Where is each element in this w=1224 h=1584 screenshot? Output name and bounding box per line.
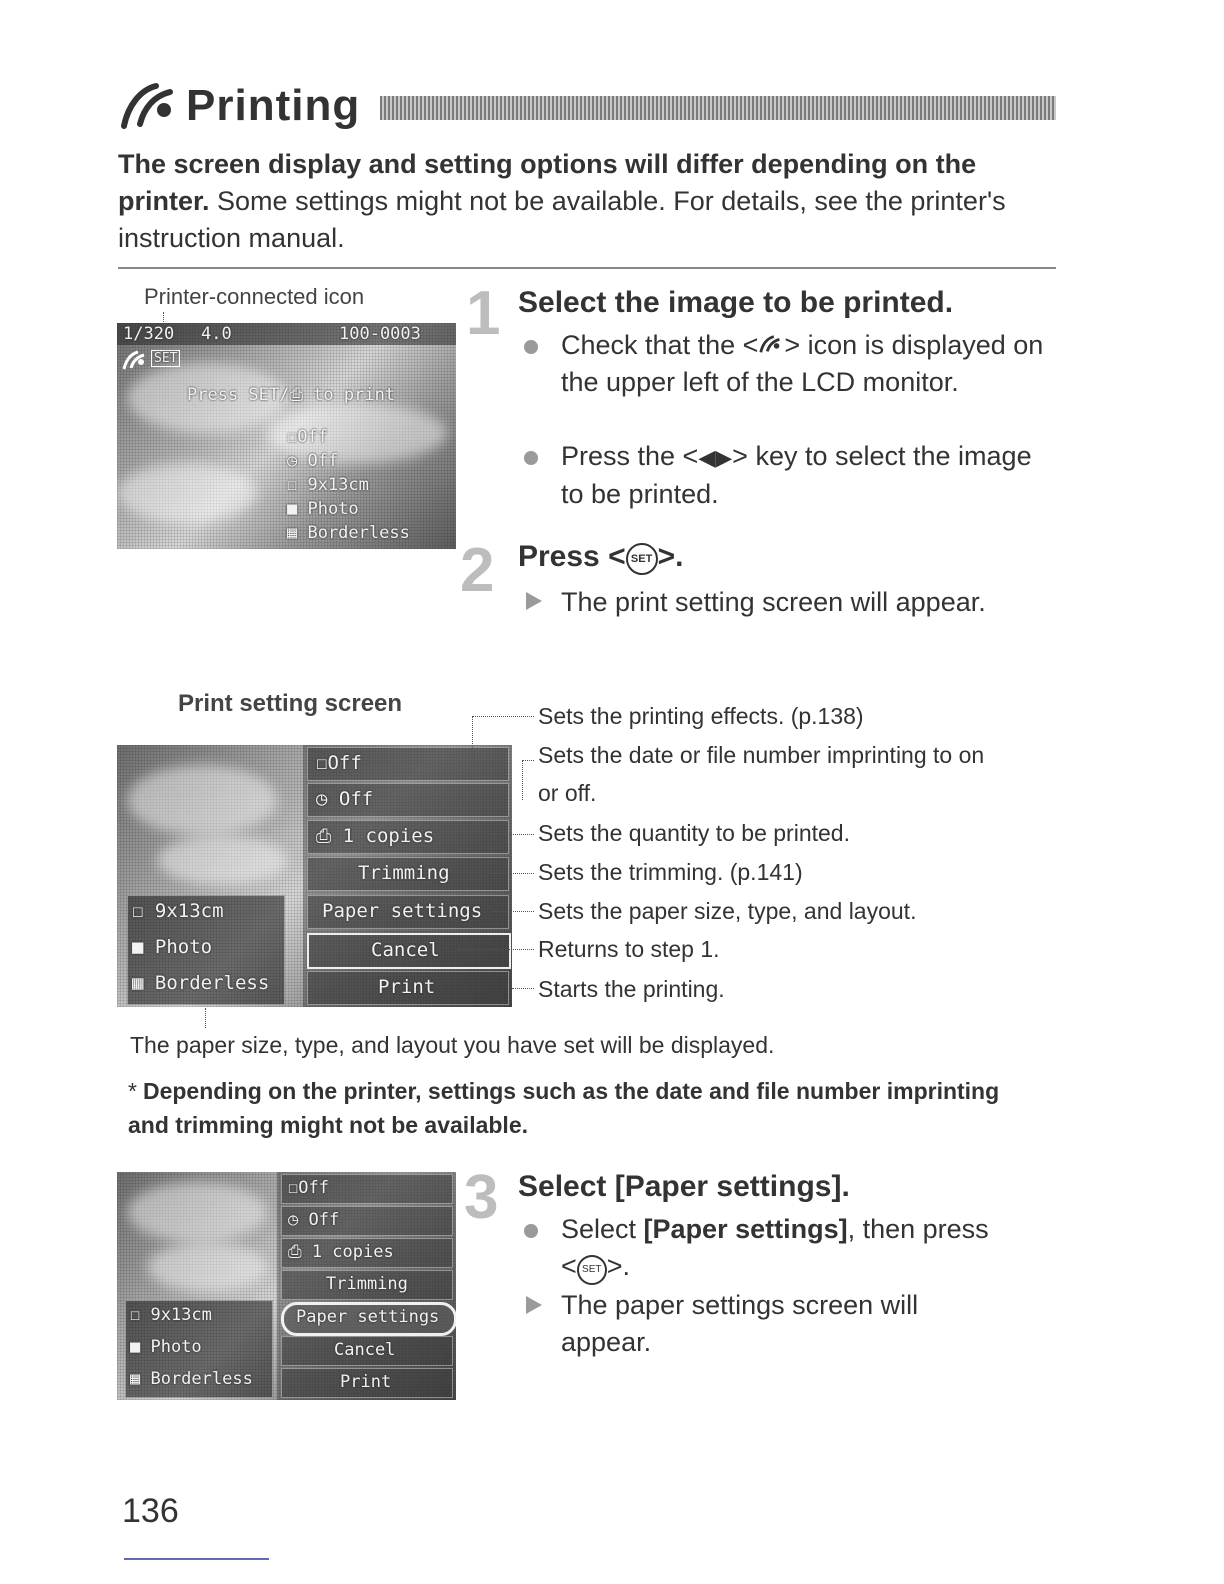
menu-row-copies[interactable]: [307, 820, 509, 854]
callout-copies: Sets the quantity to be printed.: [538, 820, 850, 846]
menu-copies-label: ⎙ 1 copies: [288, 1242, 394, 1262]
set-badge: SET: [151, 350, 180, 367]
leader-line: [458, 949, 534, 950]
page-number-rule: [124, 1558, 269, 1560]
intro-bold: The screen display and setting options will differ depending on the printer.: [118, 149, 977, 216]
title-decoration-bar: [380, 96, 1056, 120]
menu-row-effects[interactable]: [281, 1174, 453, 1204]
lcd-shutter: 1/320: [123, 324, 175, 344]
step2-title: [518, 540, 683, 575]
step-number-2: 2: [460, 536, 495, 605]
leader-line: [472, 716, 473, 762]
menu-row-copies[interactable]: [281, 1238, 453, 1268]
callout-bottom-caption: The paper size, type, and layout you have set will be displayed.: [130, 1032, 775, 1058]
callout-paper: Sets the paper size, type, and layout.: [538, 898, 917, 924]
step3-bullet-post: , then press: [847, 1214, 989, 1244]
callout-trimming: Sets the trimming. (p.141): [538, 859, 803, 885]
step-number-1: 1: [466, 279, 501, 348]
section-divider: [118, 267, 1056, 269]
paper-size-text: ☐ 9x13cm: [132, 900, 224, 922]
callout-print: Starts the printing.: [538, 976, 725, 1002]
paper-info-panel: [125, 1300, 273, 1398]
step1-title: Select the image to be printed.: [518, 286, 954, 319]
bullet-icon: [524, 451, 538, 465]
menu-row-print[interactable]: [307, 971, 509, 1005]
menu-row-paper-settings[interactable]: [281, 1302, 456, 1336]
leader-line: [512, 988, 534, 989]
step1-bullet1: [561, 327, 1061, 401]
menu-row-trimming[interactable]: [281, 1270, 453, 1300]
print-setting-screen: [117, 745, 512, 1007]
leader-line: [472, 716, 534, 717]
cloud: [147, 1242, 267, 1292]
leader-line: [522, 760, 523, 800]
printer-connected-icon: [121, 349, 149, 371]
menu-cancel-label: Cancel: [371, 939, 440, 961]
step3-result: The paper settings screen will appear.: [561, 1290, 919, 1357]
title-text: Printing: [186, 81, 361, 130]
menu-print-label: Print: [340, 1372, 392, 1392]
leader-line: [522, 760, 534, 761]
lcd-paper-type: ■ Photo: [287, 499, 359, 519]
step2-title-post: >.: [657, 540, 684, 573]
page-title: [118, 78, 360, 134]
note-star: *: [128, 1078, 137, 1104]
print-setting-screen-label: Print setting screen: [178, 690, 403, 717]
note-paragraph: [128, 1074, 1028, 1142]
paper-size-text: ☐ 9x13cm: [130, 1305, 212, 1325]
lcd-date: ◷ Off: [287, 451, 339, 471]
step1-bullet2: [561, 438, 1041, 513]
left-right-key-icon: ◀▶: [698, 445, 733, 470]
lcd-press-text: Press SET/⎙ to print: [187, 385, 396, 405]
cloud: [157, 835, 287, 885]
printer-connected-icon: [758, 332, 784, 356]
step3-bullet-bold: [Paper settings]: [643, 1214, 848, 1244]
paper-type-text: ■ Photo: [130, 1337, 202, 1357]
cloud: [127, 765, 277, 835]
step3-bullet: [561, 1211, 1041, 1285]
lcd-paper-size: ☐ 9x13cm: [287, 475, 369, 495]
menu-row-print[interactable]: [281, 1368, 453, 1398]
set-button-icon: SET: [626, 543, 658, 575]
menu-paper-label: Paper settings: [296, 1307, 440, 1327]
set-button-icon: SET: [577, 1255, 607, 1285]
lcd-aperture: 4.0: [201, 324, 232, 344]
lcd-layout: ▦ Borderless: [287, 523, 410, 543]
paper-layout-text: ▦ Borderless: [132, 972, 270, 994]
lcd-effects: ☐Off: [287, 427, 328, 447]
lcd-file-number: 100-0003: [339, 324, 421, 344]
page-number: 136: [122, 1492, 179, 1530]
step1-bullet1-post: > icon is displayed on the upper left of the LCD monitor.: [561, 330, 1044, 397]
intro-rest: Some settings might not be available. For details, see the printer's instruction manual.: [118, 186, 1006, 253]
menu-cancel-label: Cancel: [334, 1340, 396, 1360]
callout-cancel: Returns to step 1.: [538, 936, 720, 962]
cloud: [127, 1182, 267, 1242]
menu-paper-label: Paper settings: [322, 900, 483, 922]
intro-paragraph: [118, 146, 1063, 257]
result-arrow-icon: [526, 1296, 542, 1314]
menu-effects-label: ☐Off: [316, 752, 362, 774]
menu-copies-label: ⎙ 1 copies: [316, 825, 435, 847]
menu-date-label: ◷ Off: [288, 1210, 340, 1230]
step2-title-pre: Press <: [518, 540, 626, 573]
menu-row-cancel[interactable]: [281, 1336, 453, 1366]
leader-line: [490, 834, 534, 835]
menu-date-label: ◷ Off: [316, 788, 374, 810]
step3-line2-post: >.: [606, 1251, 631, 1281]
menu-row-trimming[interactable]: [307, 857, 509, 891]
menu-row-paper-settings[interactable]: [307, 895, 509, 929]
printer-connected-label: Printer-connected icon: [144, 284, 365, 309]
step1-bullet2-pre: Press the <: [561, 441, 699, 471]
cloud: [117, 463, 257, 523]
menu-print-label: Print: [378, 976, 436, 998]
menu-row-effects[interactable]: [307, 747, 509, 781]
paper-info-panel: [127, 895, 285, 1005]
step-number-3: 3: [464, 1163, 499, 1232]
menu-row-date[interactable]: [307, 783, 509, 817]
lcd-playback-screen: [117, 323, 456, 549]
printer-connected-icon: [118, 80, 184, 132]
bullet-icon: [524, 340, 538, 354]
note-text: Depending on the printer, settings such as the date and file number imprinting and trimming might not be available.: [128, 1078, 1000, 1138]
step1-bullet1-pre: Check that the <: [561, 330, 759, 360]
result-arrow-icon: [526, 592, 542, 610]
paper-settings-selection-screen: [117, 1172, 456, 1400]
paper-layout-text: ▦ Borderless: [130, 1369, 253, 1389]
step3-bullet-pre: Select: [561, 1214, 644, 1244]
callout-date-line2: or off.: [538, 780, 597, 806]
step3-line2-pre: <: [561, 1251, 577, 1281]
leader-line: [492, 911, 534, 912]
menu-row-cancel[interactable]: [307, 933, 511, 969]
menu-row-date[interactable]: [281, 1206, 453, 1236]
step1-bullet2-post: > key to select the image to be printed.: [561, 441, 1032, 509]
bullet-icon: [524, 1224, 538, 1238]
leader-line: [490, 873, 534, 874]
callout-date-line1: Sets the date or file number imprinting to on: [538, 742, 985, 768]
step3-title: Select [Paper settings].: [518, 1170, 850, 1203]
menu-effects-label: ☐Off: [288, 1178, 329, 1198]
callout-effects: Sets the printing effects. (p.138): [538, 703, 864, 729]
menu-trimming-label: Trimming: [358, 862, 450, 884]
menu-trimming-label: Trimming: [326, 1274, 408, 1294]
leader-line: [205, 1008, 206, 1028]
step2-result: The print setting screen will appear.: [561, 587, 986, 617]
paper-type-text: ■ Photo: [132, 936, 213, 958]
